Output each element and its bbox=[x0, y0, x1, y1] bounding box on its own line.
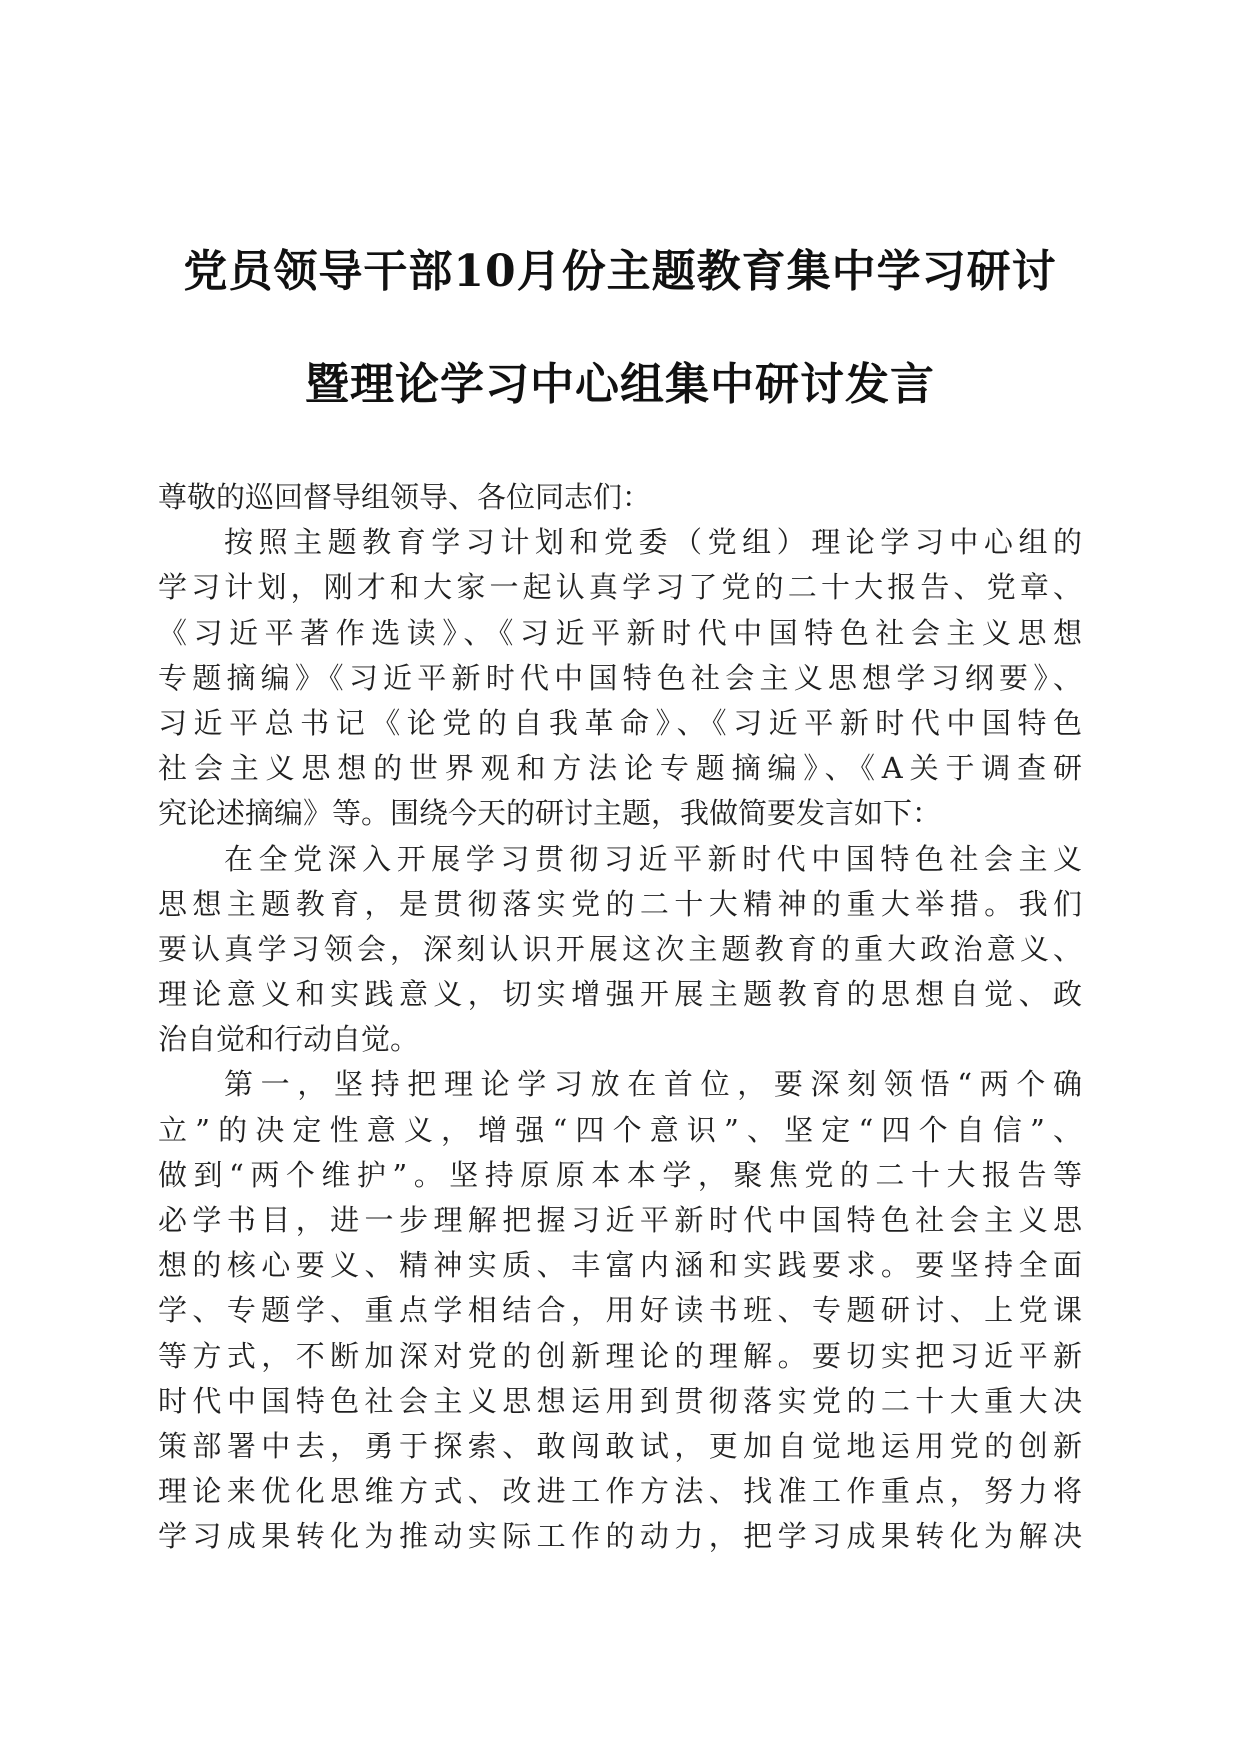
body-text-line: 思想主题教育，是贯彻落实党的二十大精神的重大举措。我们 bbox=[158, 886, 1082, 921]
body-text-line: 第一，坚持把理论学习放在首位，要深刻领悟“两个确 bbox=[224, 1067, 1082, 1102]
body-text-line: 究论述摘编》等。围绕今天的研讨主题，我做简要发言如下： bbox=[158, 796, 942, 831]
body-text-line: 立”的决定性意义，增强“四个意识”、坚定“四个自信”、 bbox=[158, 1112, 1082, 1147]
body-text-line: 策部署中去，勇于探索、敢闯敢试，更加自觉地运用党的创新 bbox=[158, 1428, 1082, 1463]
body-text-line: 专题摘编》《习近平新时代中国特色社会主义思想学习纲要》、 bbox=[158, 660, 1082, 695]
body-text-line: 学习计划，刚才和大家一起认真学习了党的二十大报告、党章、 bbox=[158, 570, 1082, 605]
body-text-line: 按照主题教育学习计划和党委（党组）理论学习中心组的 bbox=[224, 525, 1082, 560]
body-text-line: 时代中国特色社会主义思想运用到贯彻落实党的二十大重大决 bbox=[158, 1383, 1082, 1418]
body-text-line: 学、专题学、重点学相结合，用好读书班、专题研讨、上党课 bbox=[158, 1293, 1082, 1328]
document-title-line-2: 暨理论学习中心组集中研讨发言 bbox=[305, 359, 935, 410]
body-text-line: 习近平总书记《论党的自我革命》、《习近平新时代中国特色 bbox=[158, 705, 1082, 740]
body-text-line: 做到“两个维护”。坚持原原本本学，聚焦党的二十大报告等 bbox=[158, 1157, 1082, 1192]
body-text-line: 尊敬的巡回督导组领导、各位同志们： bbox=[158, 480, 652, 514]
body-text-line: 必学书目，进一步理解把握习近平新时代中国特色社会主义思 bbox=[158, 1203, 1082, 1237]
body-text-line: 社会主义思想的世界观和方法论专题摘编》、《A关于调查研 bbox=[158, 751, 1082, 786]
document-body bbox=[158, 475, 1082, 1560]
body-text-line: 理论意义和实践意义，切实增强开展主题教育的思想自觉、政 bbox=[158, 977, 1082, 1012]
body-text-line: 想的核心要义、精神实质、丰富内涵和实践要求。要坚持全面 bbox=[158, 1248, 1082, 1283]
body-text-line: 学习成果转化为推动实际工作的动力，把学习成果转化为解决 bbox=[158, 1519, 1082, 1554]
body-text-line: 治自觉和行动自觉。 bbox=[158, 1022, 420, 1057]
body-text-line: 《习近平著作选读》、《习近平新时代中国特色社会主义思想 bbox=[158, 615, 1082, 650]
body-text-line: 要认真学习领会，深刻认识开展这次主题教育的重大政治意义、 bbox=[158, 931, 1082, 966]
body-text-line: 在全党深入开展学习贯彻习近平新时代中国特色社会主义 bbox=[224, 841, 1082, 876]
body-text-line: 等方式，不断加深对党的创新理论的理解。要切实把习近平新 bbox=[158, 1338, 1082, 1373]
body-text-line: 理论来优化思维方式、改进工作方法、找准工作重点，努力将 bbox=[158, 1474, 1082, 1509]
document-title-line-1: 党员领导干部10月份主题教育集中学习研讨 bbox=[183, 246, 1057, 297]
